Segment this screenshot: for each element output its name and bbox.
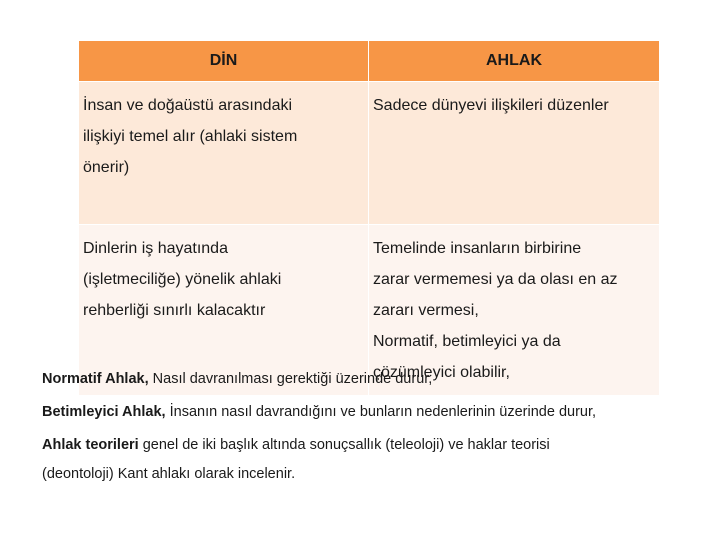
- comparison-table: [78, 40, 660, 396]
- cell-text: Dinlerin iş hayatında (işletmeciliğe) yönelik ahlaki rehberliği sınırlı kalacaktır: [83, 240, 282, 319]
- table-cell-ahlak: [369, 225, 660, 396]
- cell-text: İnsan ve doğaüstü arasındaki ilişkiyi temel alır (ahlaki sistem önerir): [83, 97, 298, 176]
- paragraph-text: genel de iki başlık altında sonuçsallık (teleoloji) ve haklar teorisi: [138, 437, 550, 453]
- cell-text: Sadece dünyevi ilişkileri düzenler: [373, 97, 609, 114]
- paragraph-term: Normatif Ahlak,: [42, 371, 149, 387]
- table-header-row: [79, 41, 660, 82]
- table-cell-ahlak: [369, 82, 660, 225]
- paragraph-normatif: [42, 371, 432, 387]
- table-cell-din: [79, 225, 369, 396]
- paragraph-text: İnsanın nasıl davrandığını ve bunların nedenlerinin üzerinde durur,: [165, 404, 597, 420]
- paragraph-term: Ahlak teorileri: [42, 437, 139, 453]
- table-row: [79, 82, 660, 225]
- header-ahlak: AHLAK: [369, 41, 660, 82]
- paragraph-term: Betimleyici Ahlak,: [42, 404, 166, 420]
- table-row: [79, 225, 660, 396]
- cell-text: Temelinde insanların birbirine zarar vermemesi ya da olası en az zararı vermesi, Normatif, betimleyici ya da çözümleyici olabilir,: [373, 240, 618, 381]
- paragraph-text: Nasıl davranılması gerektiği üzerinde durur,: [148, 371, 433, 387]
- table-cell-din: [79, 82, 369, 225]
- header-din: DİN: [79, 41, 369, 82]
- paragraph-text: (deontoloji) Kant ahlakı olarak incelenir.: [42, 466, 296, 482]
- paragraph-deontoloji: [42, 466, 295, 482]
- paragraph-teoriler: [42, 437, 550, 453]
- paragraph-betimleyici: [42, 404, 596, 420]
